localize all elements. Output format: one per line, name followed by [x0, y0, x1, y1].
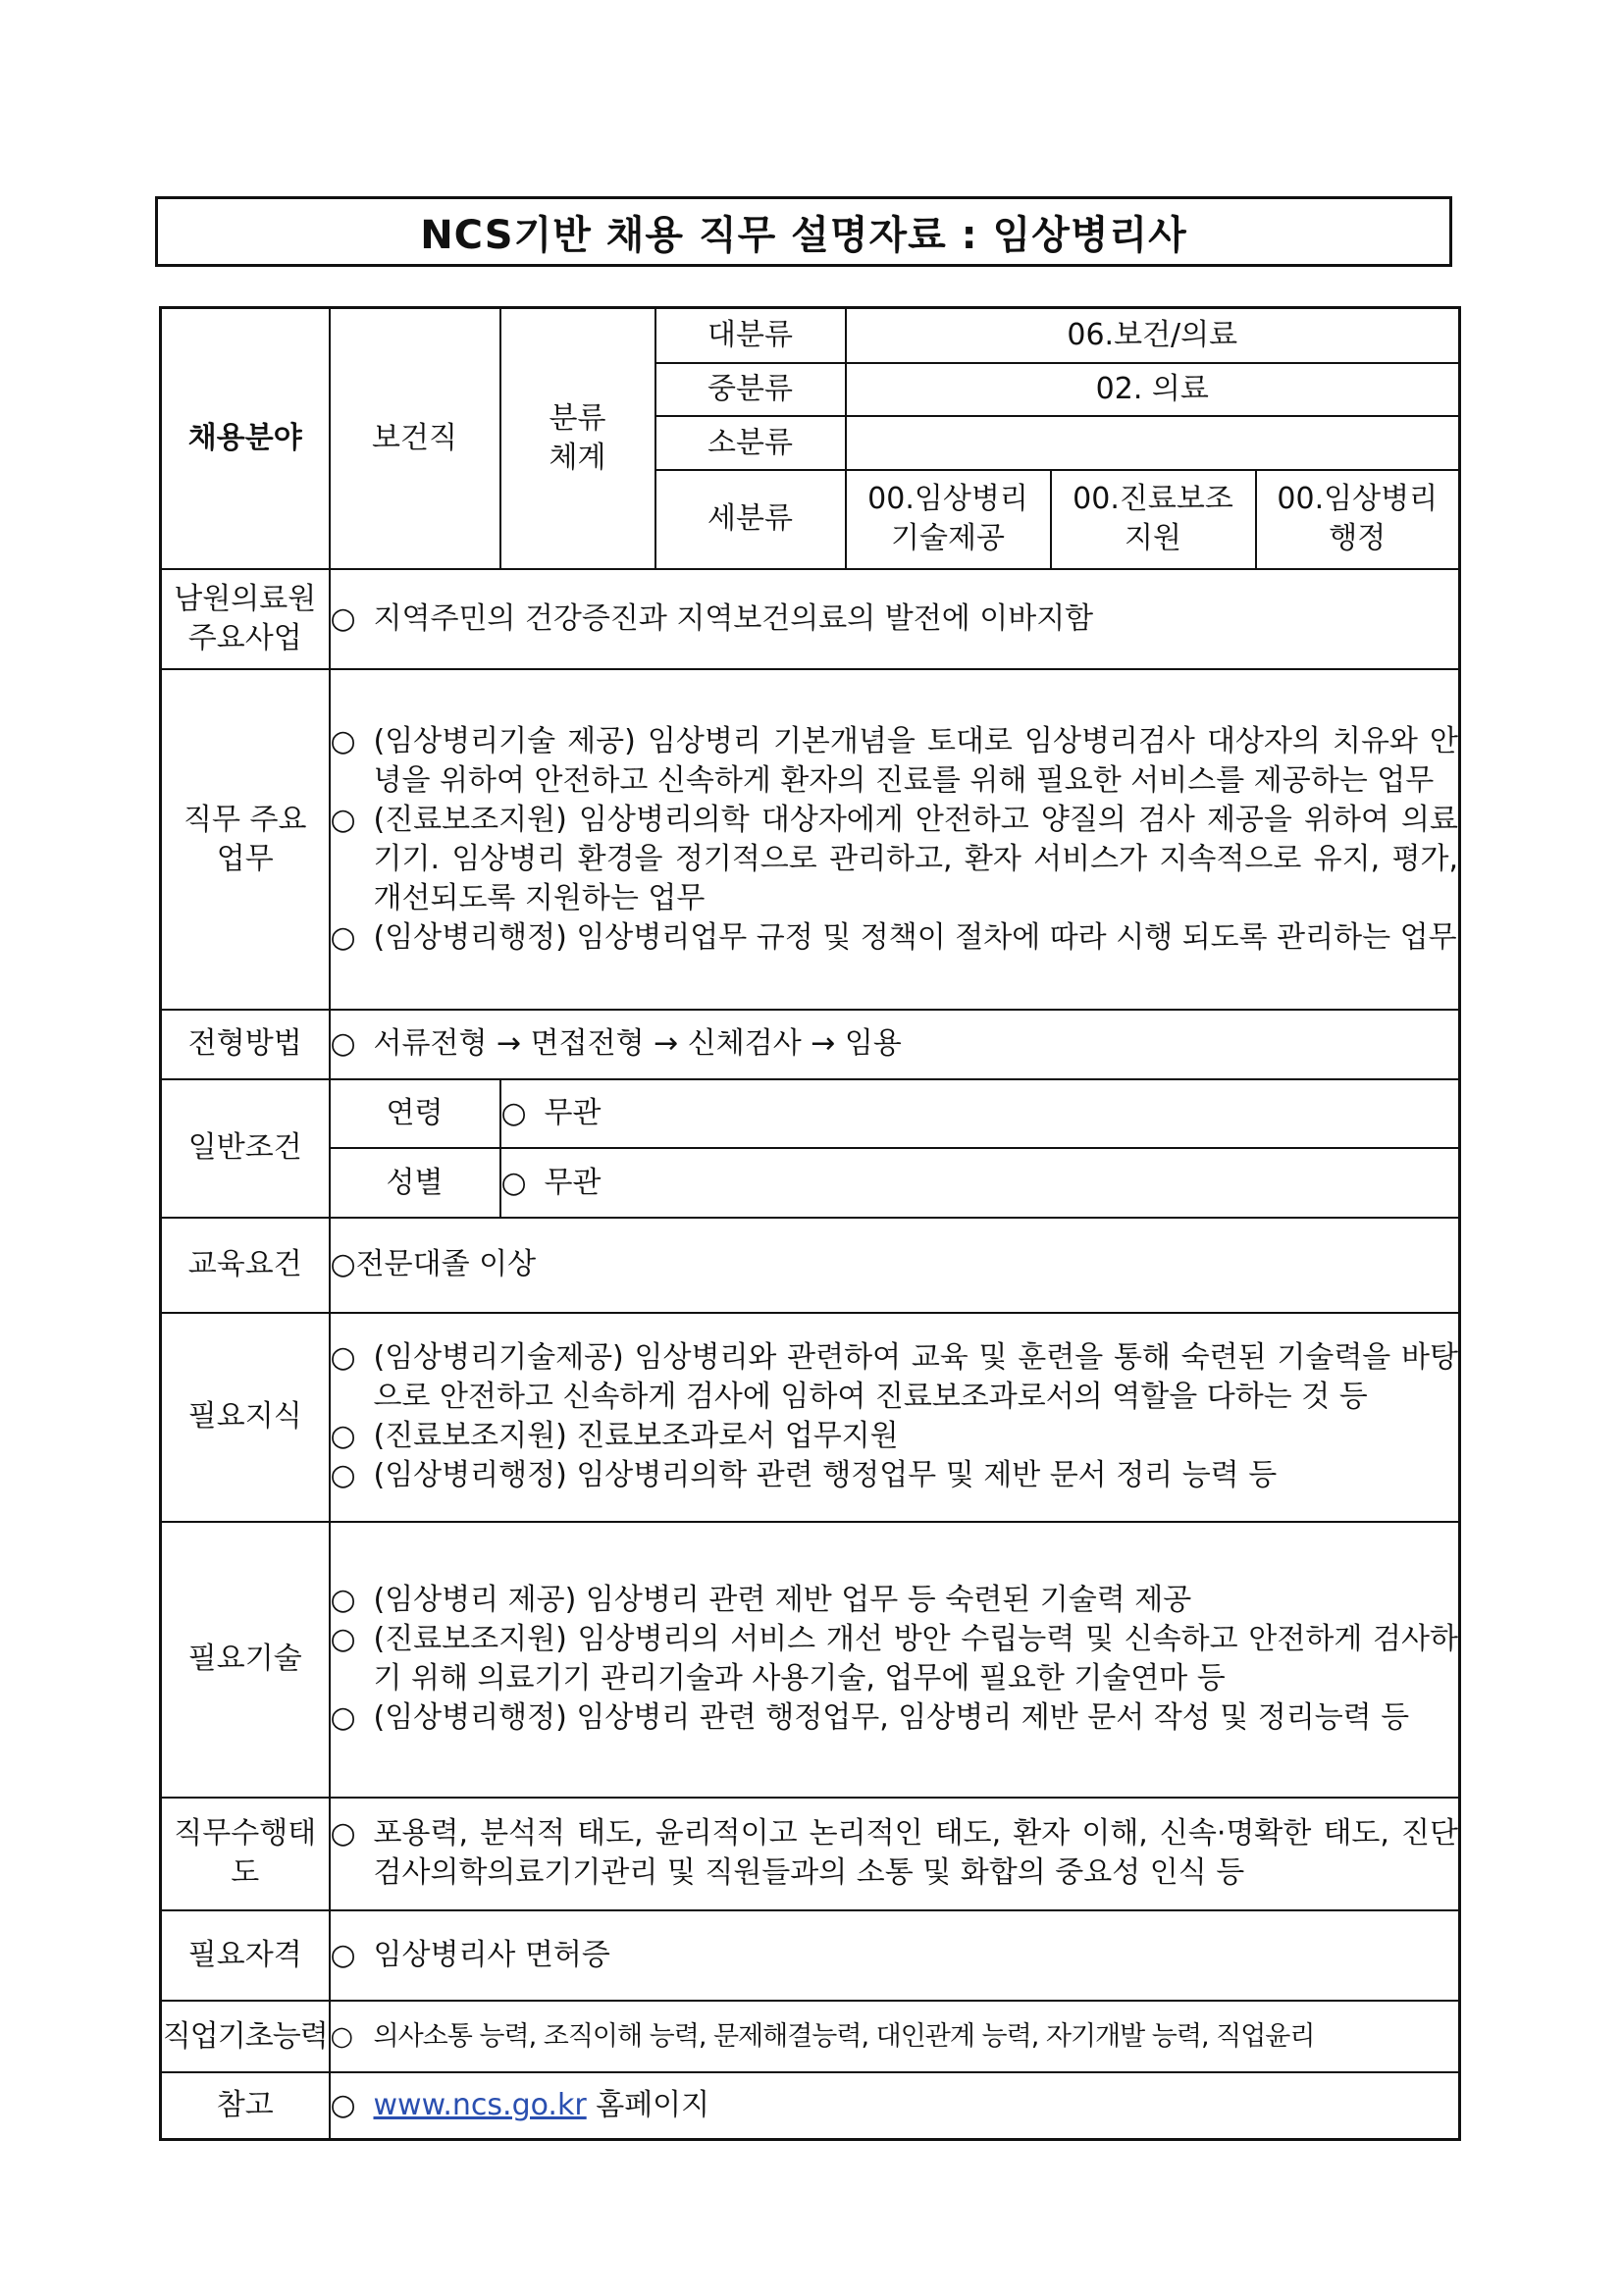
age-cell [500, 1079, 1460, 1149]
education-value: ○전문대졸 이상 [330, 1218, 1460, 1313]
reference-item [331, 2086, 1459, 2125]
row-skills [161, 1522, 1460, 1797]
minor-label: 소분류 [655, 416, 846, 469]
row-duties [161, 669, 1460, 1010]
detail-item: 00.임상병리 행정 [1256, 470, 1460, 569]
circle-marker-icon: ○ [330, 1700, 356, 1736]
row-license [161, 1910, 1460, 2002]
ncs-link[interactable]: www.ncs.go.kr [373, 2087, 587, 2122]
circle-marker-icon: ○ [330, 802, 356, 837]
knowledge-label: 필요지식 [161, 1313, 330, 1523]
reference-label: 참고 [161, 2072, 330, 2140]
duties-cell [330, 669, 1460, 1010]
circle-marker-icon: ○ [500, 1165, 527, 1200]
gender-label: 성별 [330, 1148, 500, 1218]
circle-marker-icon: ○ [330, 1622, 356, 1657]
recruit-label: 채용분야 [161, 308, 330, 569]
minor-value [846, 416, 1460, 469]
circle-marker-icon: ○ [330, 2020, 353, 2052]
gender-cell [500, 1148, 1460, 1218]
duties-label: 직무 주요업무 [161, 669, 330, 1010]
row-age [161, 1079, 1460, 1149]
basic-ability-cell [330, 2001, 1460, 2072]
recruit-value: 보건직 [330, 308, 500, 569]
job-description-table [159, 306, 1461, 2141]
reference-cell [330, 2072, 1460, 2140]
detail-label: 세분류 [655, 470, 846, 569]
major-label: 대분류 [655, 308, 846, 363]
attitude-item: ○ 포용력, 분석적 태도, 윤리적이고 논리적인 태도, 환자 이해, 신속·명확한 태도, 진단검사의학의료기기관리 및 직원들과의 소통 및 화합의 중요성 인식 등 [330, 1816, 1458, 1891]
circle-marker-icon: ○ [330, 2087, 356, 2122]
row-selection [161, 1010, 1460, 1079]
circle-marker-icon: ○ [330, 601, 356, 636]
skills-item: ○ (임상병리행정) 임상병리 관련 행정업무, 임상병리 제반 문서 작성 및 정리능력 등 [331, 1698, 1459, 1738]
row-knowledge [161, 1313, 1460, 1523]
circle-marker-icon: ○ [330, 919, 356, 955]
general-label: 일반조건 [161, 1079, 330, 1218]
selection-item: ○ 서류전형 → 면접전형 → 신체검사 → 임용 [331, 1024, 1459, 1064]
duties-item: ○ (진료보조지원) 임상병리의학 대상자에게 안전하고 양질의 검사 제공을 위하여 의료기기. 임상병리 환경을 정기적으로 관리하고, 환자 서비스가 지속적으로 유지, 평가, 개선되도록 지원하는 업무 [330, 802, 1458, 915]
education-label: 교육요건 [161, 1218, 330, 1313]
circle-marker-icon: ○ [330, 1458, 356, 1493]
business-item: ○ 지역주민의 건강증진과 지역보건의료의 발전에 이바지함 [331, 600, 1459, 639]
knowledge-item: ○ (임상병리기술제공) 임상병리와 관련하여 교육 및 훈련을 통해 숙련된 기술력을 바탕으로 안전하고 신속하게 검사에 임하여 진료보조과로서의 역할을 다하는 것 등 [330, 1340, 1458, 1415]
basic-ability-item: ○ 의사소통 능력, 조직이해 능력, 문제해결능력, 대인관계 능력, 자기개발 능력, 직업윤리 [331, 2017, 1459, 2057]
circle-marker-icon: ○ [330, 1937, 356, 1972]
circle-marker-icon: ○ [330, 1816, 356, 1852]
major-value: 06.보건/의료 [846, 308, 1460, 363]
middle-value: 02. 의료 [846, 363, 1460, 416]
skills-cell [330, 1522, 1460, 1797]
selection-label: 전형방법 [161, 1010, 330, 1079]
selection-cell [330, 1010, 1460, 1079]
row-major [161, 308, 1460, 363]
row-attitude [161, 1798, 1460, 1910]
knowledge-item: ○ (임상병리행정) 임상병리의학 관련 행정업무 및 제반 문서 정리 능력 등 [331, 1456, 1459, 1495]
row-gender [161, 1148, 1460, 1218]
gender-item: ○ 무관 [501, 1164, 1459, 1203]
circle-marker-icon: ○ [330, 1026, 356, 1062]
detail-item: 00.임상병리 기술제공 [846, 470, 1051, 569]
row-reference [161, 2072, 1460, 2140]
duties-item: ○ (임상병리기술 제공) 임상병리 기본개념을 토대로 임상병리검사 대상자의 치유와 안녕을 위하여 안전하고 신속하게 환자의 진료를 위해 필요한 서비스를 제공하는 업무 [330, 723, 1458, 798]
skills-label: 필요기술 [161, 1522, 330, 1797]
duties-item: ○ (임상병리행정) 임상병리업무 규정 및 정책이 절차에 따라 시행 되도록 관리하는 업무 [331, 918, 1459, 958]
age-label: 연령 [330, 1079, 500, 1149]
detail-item: 00.진료보조 지원 [1051, 470, 1256, 569]
circle-marker-icon: ○ [330, 1340, 356, 1376]
circle-marker-icon: ○ [330, 1419, 356, 1454]
license-item: ○ 임상병리사 면허증 [331, 1936, 1459, 1975]
skills-item: ○ (임상병리 제공) 임상병리 관련 제반 업무 등 숙련된 기술력 제공 [331, 1581, 1459, 1620]
row-business [161, 569, 1460, 670]
reference-suffix: 홈페이지 [586, 2087, 710, 2122]
license-label: 필요자격 [161, 1910, 330, 2002]
basic-ability-label: 직업기초능력 [161, 2001, 330, 2072]
middle-label: 중분류 [655, 363, 846, 416]
page-title: NCS기반 채용 직무 설명자료 : 임상병리사 [155, 196, 1452, 267]
attitude-label: 직무수행태도 [161, 1798, 330, 1910]
classification-label: 분류 체계 [500, 308, 655, 569]
circle-marker-icon: ○ [500, 1096, 527, 1131]
knowledge-item: ○ (진료보조지원) 진료보조과로서 업무지원 [331, 1417, 1459, 1456]
knowledge-cell [330, 1313, 1460, 1523]
circle-marker-icon: ○ [330, 723, 356, 758]
row-basic-ability [161, 2001, 1460, 2072]
business-cell [330, 569, 1460, 670]
business-label: 남원의료원 주요사업 [161, 569, 330, 670]
license-cell [330, 1910, 1460, 2002]
skills-item: ○ (진료보조지원) 임상병리의 서비스 개선 방안 수립능력 및 신속하고 안전하게 검사하기 위해 의료기기 관리기술과 사용기술, 업무에 필요한 기술연마 등 [330, 1622, 1458, 1696]
age-item: ○ 무관 [501, 1094, 1459, 1133]
circle-marker-icon: ○ [330, 1583, 356, 1618]
row-education [161, 1218, 1460, 1313]
attitude-cell [330, 1798, 1460, 1910]
